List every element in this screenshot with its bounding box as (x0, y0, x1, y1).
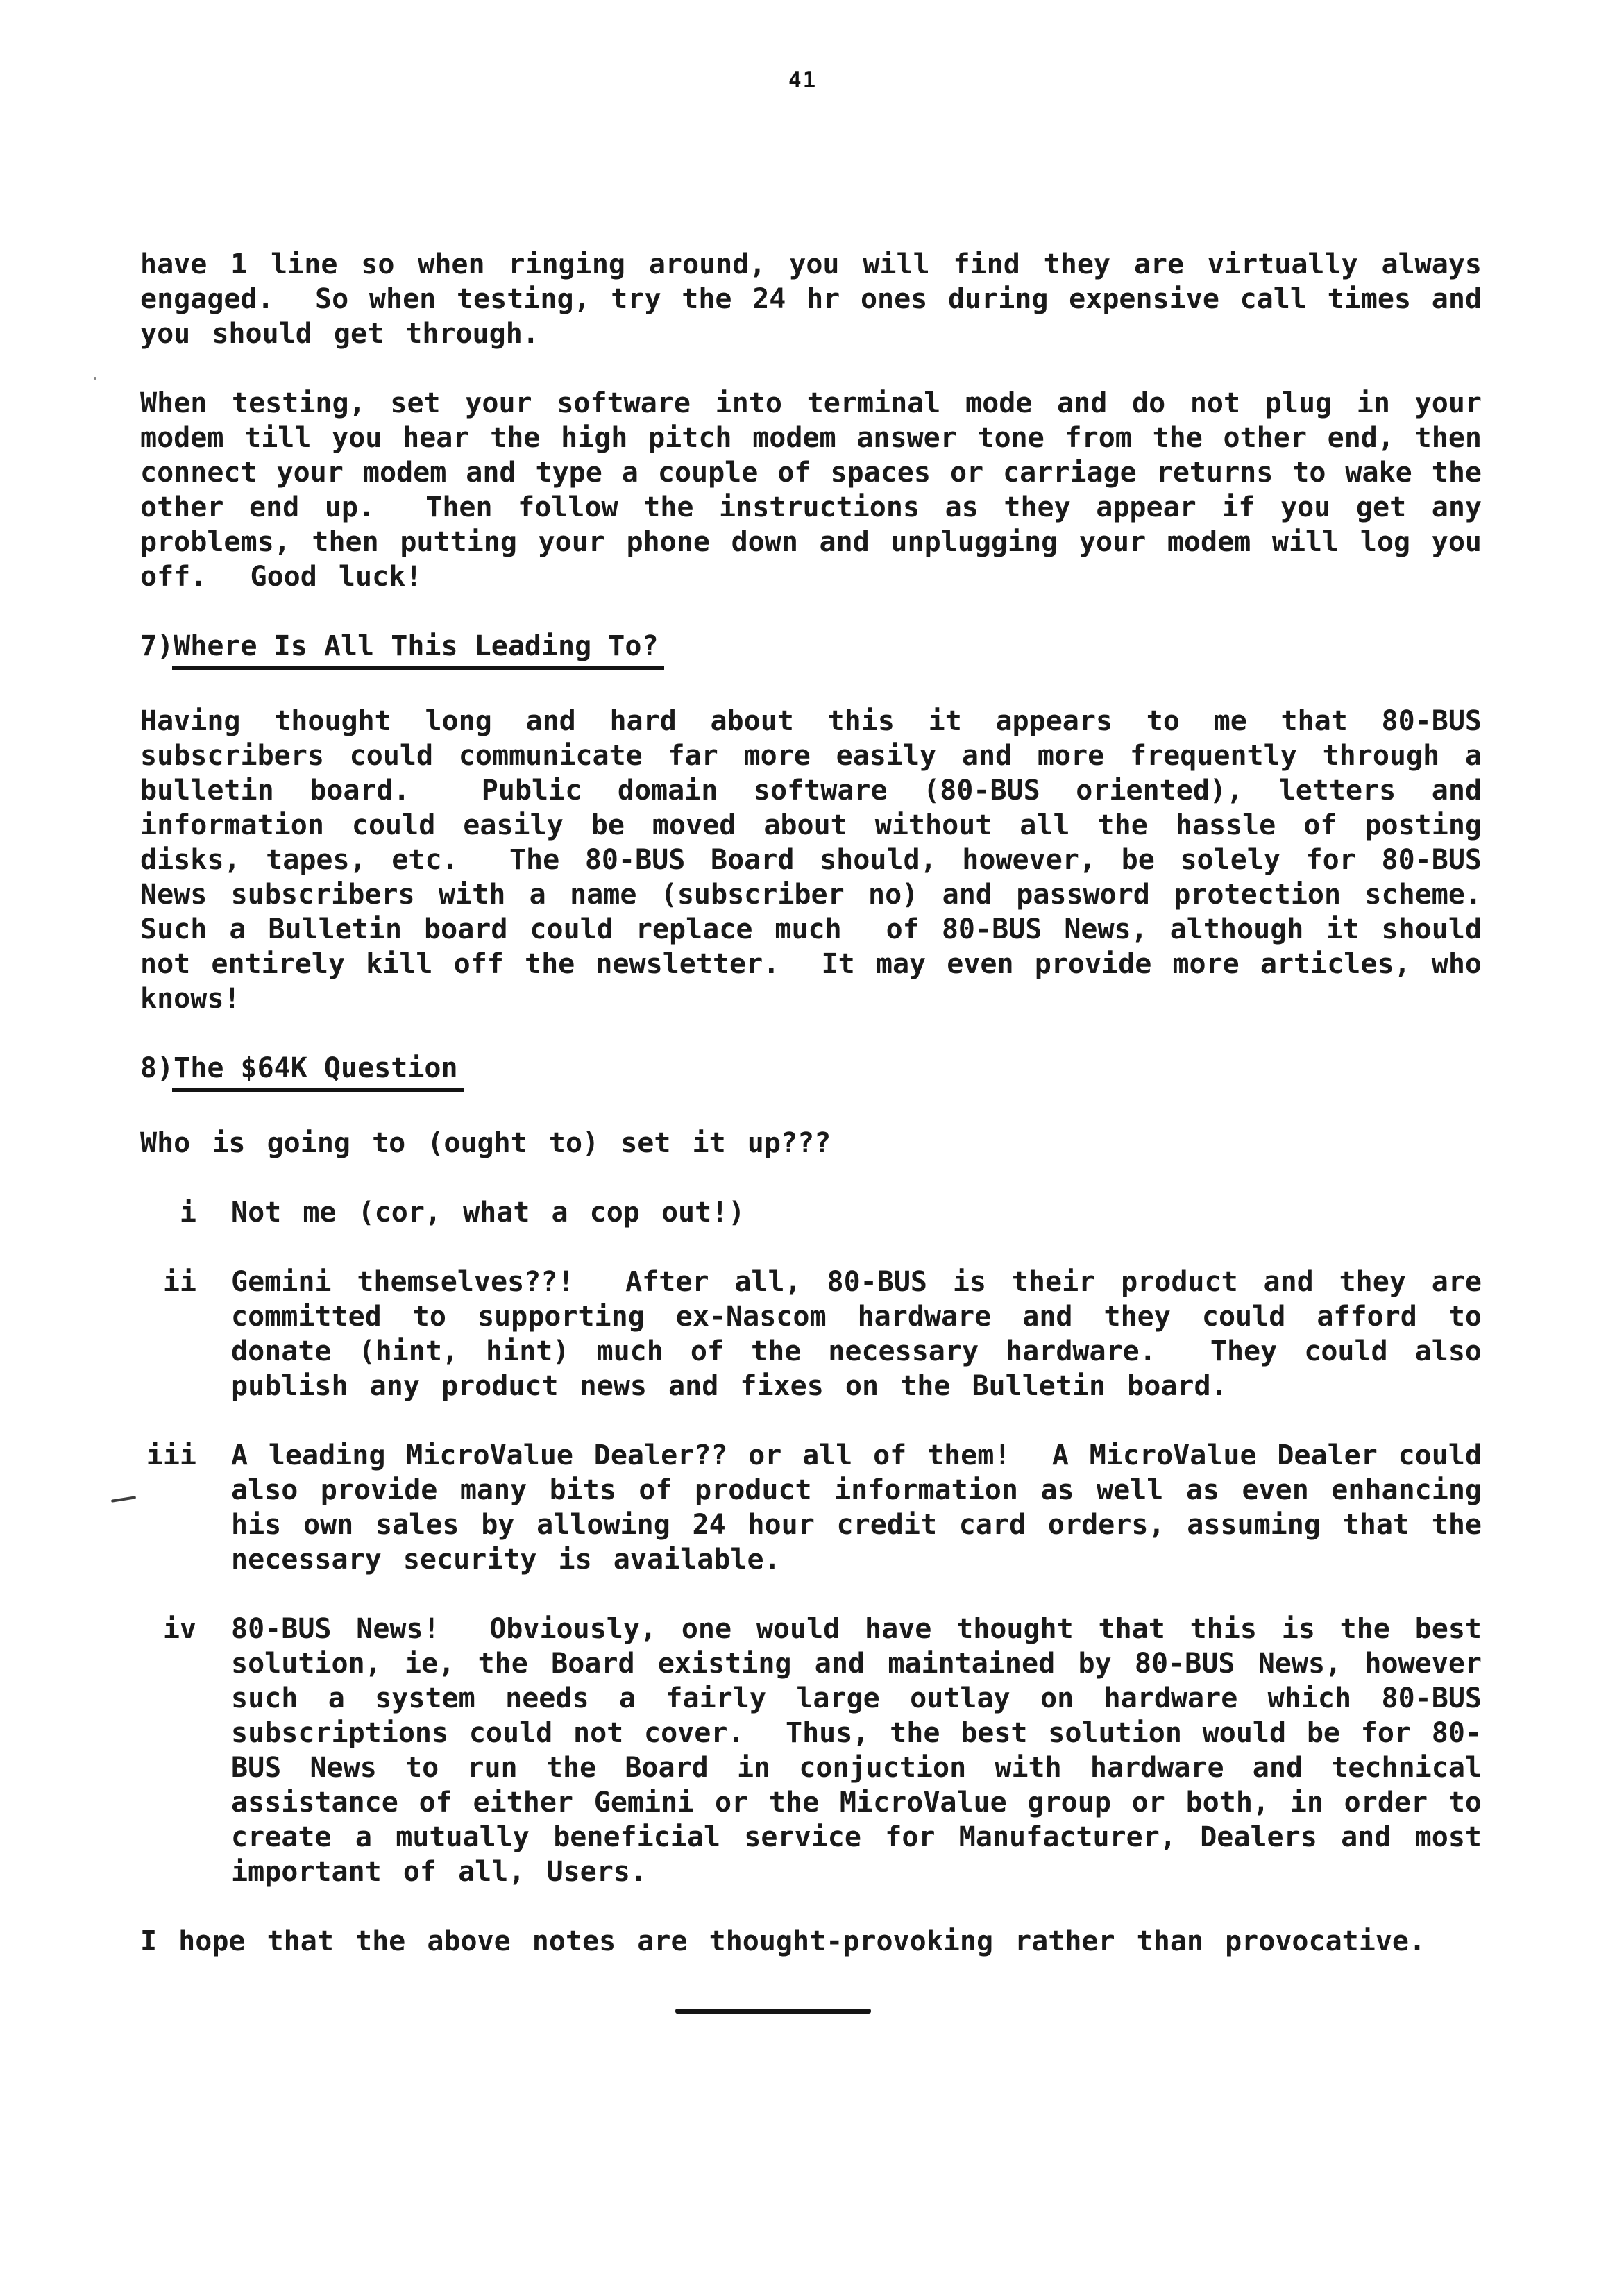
text-line: disks, tapes, etc. The 80-BUS Board should, however, be solely for 80-BUS (140, 844, 1482, 876)
text-line: Having thought long and hard about this it appears to me that 80-BUS (140, 705, 1482, 737)
list-item (140, 1195, 1482, 1230)
list-item-text (231, 1612, 1482, 1889)
paragraph (140, 1126, 1482, 1160)
list-item-text (231, 1265, 1482, 1403)
list-item (140, 1265, 1482, 1403)
text-line: subscribers could communicate far more easily and more frequently through a (140, 740, 1482, 772)
text-line: News subscribers with a name (subscriber no) and password protection scheme. (140, 879, 1482, 911)
text-line: Not me (cor, what a cop out!) (231, 1197, 745, 1229)
text-line: subscriptions could not cover. Thus, the best solution would be for 80- (231, 1717, 1482, 1749)
section-heading (140, 629, 1482, 669)
text-line: I hope that the above notes are thought-provoking rather than provocative. (140, 1925, 1426, 1957)
text-line: other end up. Then follow the instructions as they appear if you get any (140, 491, 1482, 523)
scan-speck (94, 377, 96, 380)
text-line: knows! (140, 983, 241, 1015)
list-marker: ii (162, 1266, 196, 1298)
text-line: bulletin board. Public domain software (80-BUS oriented), letters and (140, 775, 1482, 807)
text-line: have 1 line so when ringing around, you will find they are virtually always (140, 248, 1482, 280)
text-line: A leading MicroValue Dealer?? or all of them! A MicroValue Dealer could (231, 1440, 1482, 1471)
text-line: solution, ie, the Board existing and maintained by 80-BUS News, however (231, 1648, 1482, 1680)
text-line: Who is going to (ought to) set it up??? (140, 1127, 831, 1159)
list-item (140, 1438, 1482, 1577)
heading-number: 7) (140, 630, 174, 662)
text-line: also provide many bits of product information as well as even enhancing (231, 1474, 1482, 1506)
text-line: not entirely kill off the newsletter. It may even provide more articles, who (140, 948, 1482, 980)
margin-pen-mark (111, 1496, 136, 1503)
paragraph (140, 704, 1482, 1016)
list-marker: iii (146, 1440, 196, 1471)
text-line: Gemini themselves??! After all, 80-BUS is their product and they are (231, 1266, 1482, 1298)
text-line: important of all, Users. (231, 1856, 647, 1888)
heading-title: Where Is All This Leading To? (172, 629, 663, 670)
text-line: you should get through. (140, 318, 539, 350)
document-body (140, 247, 1482, 2014)
paragraph (140, 386, 1482, 594)
text-line: assistance of either Gemini or the MicroValue group or both, in order to (231, 1787, 1482, 1818)
text-line: modem till you hear the high pitch modem answer tone from the other end, then (140, 422, 1482, 454)
text-line: connect your modem and type a couple of spaces or carriage returns to wake the (140, 457, 1482, 489)
heading-number: 8) (140, 1052, 174, 1084)
heading-title: The $64K Question (172, 1051, 463, 1092)
text-line: Such a Bulletin board could replace much of 80-BUS News, although it should (140, 913, 1482, 945)
text-line: engaged. So when testing, try the 24 hr ones during expensive call times and (140, 283, 1482, 315)
text-line: problems, then putting your phone down and unplugging your modem will log you (140, 526, 1482, 558)
paragraph (140, 247, 1482, 351)
text-line: BUS News to run the Board in conjuction with hardware and technical (231, 1752, 1482, 1784)
list-item-text (231, 1438, 1482, 1577)
list-item (140, 1612, 1482, 1889)
page-number: 41 (788, 68, 818, 93)
paragraph (140, 1924, 1482, 1959)
text-line: donate (hint, hint) much of the necessary hardware. They could also (231, 1335, 1482, 1367)
text-line: such a system needs a fairly large outlay on hardware which 80-BUS (231, 1682, 1482, 1714)
text-line: create a mutually beneficial service for Manufacturer, Dealers and most (231, 1821, 1482, 1853)
text-line: his own sales by allowing 24 hour credit card orders, assuming that the (231, 1509, 1482, 1541)
text-line: publish any product news and fixes on the Bulletin board. (231, 1370, 1228, 1402)
list-marker: iv (162, 1613, 196, 1645)
text-line: committed to supporting ex-Nascom hardware and they could afford to (231, 1301, 1482, 1333)
section-heading (140, 1051, 1482, 1091)
text-line: off. Good luck! (140, 561, 423, 593)
text-line: necessary security is available. (231, 1544, 781, 1576)
separator-rule (675, 2009, 871, 2014)
text-line: When testing, set your software into terminal mode and do not plug in your (140, 387, 1482, 419)
text-line: information could easily be moved about without all the hassle of posting (140, 809, 1482, 841)
text-line: 80-BUS News! Obviously, one would have thought that this is the best (231, 1613, 1482, 1645)
list-item-text (231, 1195, 1482, 1230)
list-marker: i (179, 1197, 196, 1229)
